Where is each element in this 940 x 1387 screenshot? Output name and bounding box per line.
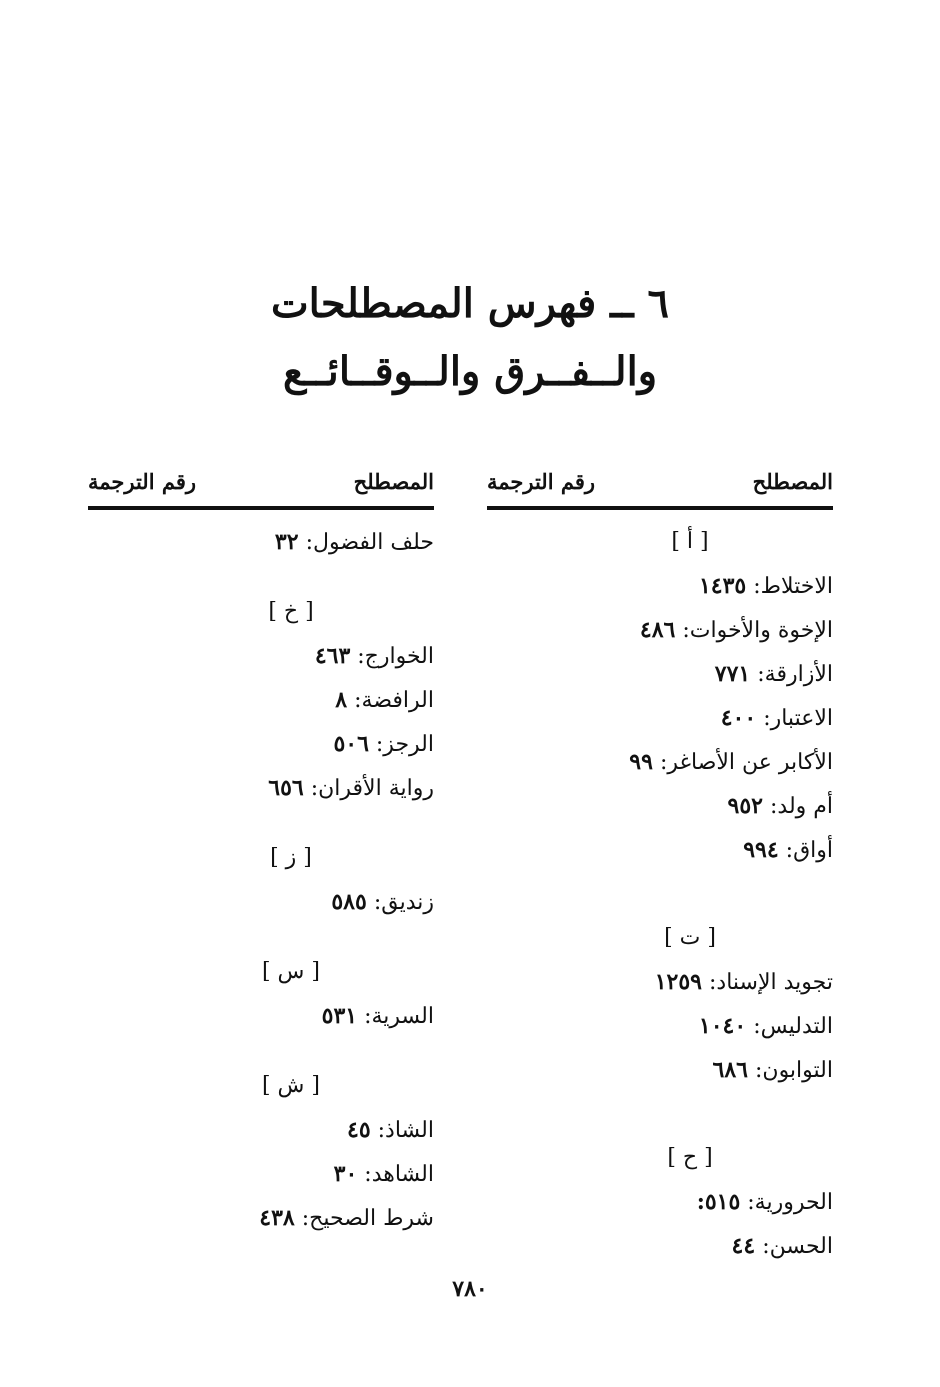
entry-term: زنديق: (373, 890, 434, 915)
spacer (88, 810, 434, 836)
entry-number: ٤٣٨ (259, 1205, 295, 1231)
entry-number: ٤٥ (347, 1117, 371, 1143)
index-entry (88, 722, 434, 766)
index-entry (88, 994, 434, 1038)
term-header: المصطلح (353, 469, 434, 494)
entry-number: ٦٨٦ (712, 1057, 748, 1083)
entry-number: ٤٠٠ (720, 705, 757, 731)
index-entry (487, 1180, 833, 1224)
entry-term: الرجز: (375, 732, 434, 757)
index-entry (487, 608, 833, 652)
index-title-line-1: ٦ ــ فهرس المصطلحات (271, 280, 669, 327)
section-heading: [ أ ] (671, 529, 709, 554)
entry-term: حلف الفضول: (305, 530, 434, 555)
number-header: رقم الترجمة (487, 469, 596, 494)
entry-term: أم ولد: (769, 794, 833, 819)
entry-number: ٥٠٦ (333, 731, 369, 757)
index-entry (88, 634, 434, 678)
entry-term: الحرورية: (747, 1190, 833, 1215)
index-column-right (487, 458, 833, 1268)
entry-number: ١٤٣٥ (698, 573, 747, 599)
entry-term: الاختلاط: (753, 574, 833, 599)
spacer (487, 1092, 833, 1136)
entry-number: ٤٤ (731, 1233, 756, 1259)
spacer (487, 872, 833, 916)
section-heading: [ ت ] (664, 925, 716, 950)
index-column-left (88, 458, 434, 1240)
entry-term: الشاذ: (377, 1118, 434, 1143)
entry-number: ١٠٤٠ (698, 1013, 747, 1039)
entry-term: التوابون: (755, 1058, 833, 1083)
spacer (88, 1038, 434, 1064)
index-entry (88, 880, 434, 924)
spacer (88, 924, 434, 950)
entry-term: أواق: (785, 838, 833, 863)
section-heading: [ ش ] (261, 1073, 320, 1098)
section-heading: [ س ] (261, 959, 320, 984)
index-entry (487, 828, 833, 872)
entry-list (88, 520, 434, 1240)
index-entry (88, 520, 434, 564)
term-header: المصطلح (752, 469, 833, 494)
entry-term: الحسن: (762, 1234, 833, 1259)
entry-number: ٨ (335, 687, 348, 713)
index-entry (487, 1224, 833, 1268)
number-header: رقم الترجمة (88, 469, 197, 494)
index-entry (487, 1004, 833, 1048)
page-number: ٧٨٠ (452, 1276, 488, 1302)
spacer (88, 564, 434, 590)
index-entry (88, 1152, 434, 1196)
section-heading: [ خ ] (268, 599, 314, 624)
entry-term: الإخوة والأخوات: (682, 618, 833, 643)
entry-term: تجويد الإسناد: (709, 970, 833, 995)
index-entry (487, 652, 833, 696)
entry-number: ٥١٥: (696, 1189, 741, 1215)
section-heading: [ ز ] (270, 845, 312, 870)
entry-number: ٤٦٣ (314, 643, 351, 669)
entry-number: ٤٨٦ (639, 617, 676, 643)
entry-number: ٣٠ (333, 1161, 358, 1187)
entry-term: التدليس: (753, 1014, 833, 1039)
entry-number: ٩٩ (629, 749, 653, 775)
entry-term: الشاهد: (364, 1162, 434, 1187)
index-title-line-2: والــفــرق والــوقــائــع (282, 348, 658, 395)
index-entry (88, 678, 434, 722)
entry-term: السرية: (364, 1004, 434, 1029)
index-entry (487, 564, 833, 608)
entry-term: شرط الصحيح: (301, 1206, 434, 1231)
section-heading: [ ح ] (667, 1145, 713, 1170)
entry-term: الرافضة: (354, 688, 434, 713)
column-header (487, 458, 833, 510)
index-entry (487, 784, 833, 828)
index-entry (88, 1108, 434, 1152)
entry-term: الخوارج: (357, 644, 434, 669)
index-entry (487, 740, 833, 784)
entry-number: ٧٧١ (714, 661, 751, 687)
entry-number: ٩٩٤ (743, 837, 779, 863)
entry-number: ١٢٥٩ (654, 969, 702, 995)
index-entry (88, 766, 434, 810)
index-entry (487, 1048, 833, 1092)
entry-term: الأكابر عن الأصاغر: (659, 750, 833, 775)
entry-term: الأزارقة: (757, 662, 833, 687)
entry-number: ٦٥٦ (268, 775, 304, 801)
entry-number: ٩٥٢ (727, 793, 763, 819)
entry-term: الاعتبار: (763, 706, 833, 731)
column-header (88, 458, 434, 510)
index-entry (88, 1196, 434, 1240)
entry-number: ٣٢ (274, 529, 299, 555)
entry-number: ٥٨٥ (331, 889, 367, 915)
entry-term: رواية الأقران: (310, 776, 434, 801)
entry-list (487, 520, 833, 1268)
index-entry (487, 960, 833, 1004)
index-entry (487, 696, 833, 740)
entry-number: ٥٣١ (321, 1003, 358, 1029)
